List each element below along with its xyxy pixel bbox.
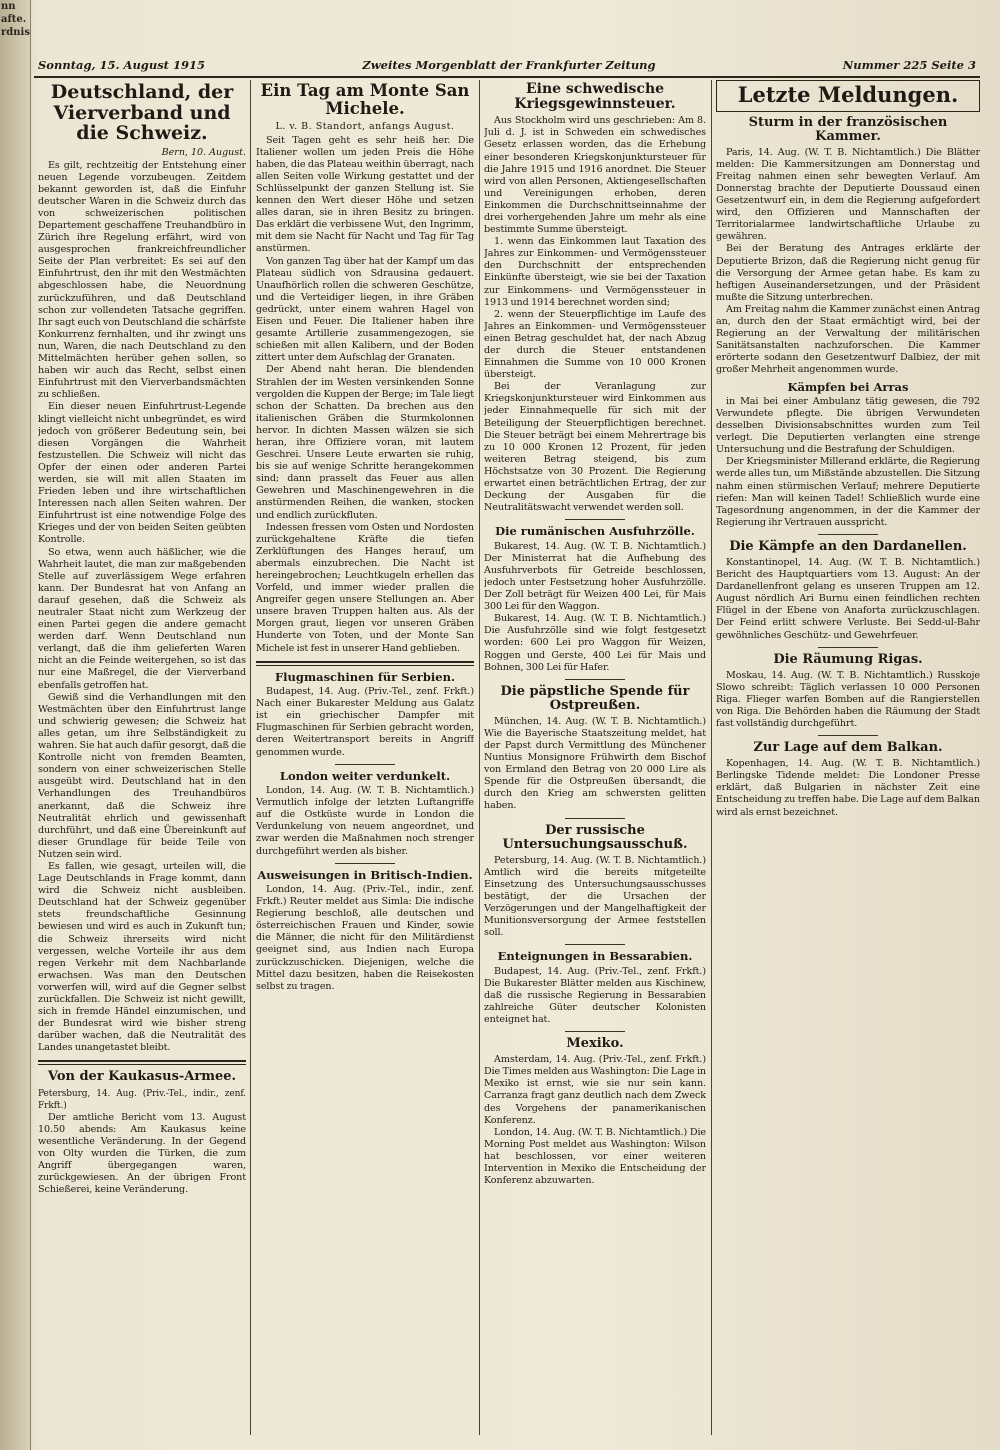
article-headline: Zur Lage auf dem Balkan. bbox=[753, 740, 943, 756]
column-rule bbox=[250, 80, 251, 1435]
paper-title: Zweites Morgenblatt der Frankfurter Zeitung bbox=[362, 58, 656, 72]
paragraph: Budapest, 14. Aug. (Priv.-Tel., zenf. Frkft.) Die Bukarester Blätter melden aus Kischinew, daß die russische Regierung in Bessarabien zahlreiche Güter deutscher Kolonisten enteignet hat. bbox=[484, 965, 706, 1026]
article-body bbox=[256, 884, 474, 993]
divider bbox=[565, 519, 625, 520]
divider bbox=[818, 735, 878, 736]
page-header bbox=[34, 58, 980, 78]
article-headline: Ein Tag am Monte San Michele. bbox=[260, 81, 470, 118]
paragraph: Der amtliche Bericht vom 13. August 10.50 abends: Am Kaukasus keine wesentliche Veränderung. In der Gegend von Olty wurden die Türken, die zum Angriff übergegangen waren, zurückgewiesen. An der übrigen Front Schießerei, keine Veränderung. bbox=[38, 1111, 246, 1196]
column-rule bbox=[711, 80, 712, 1435]
paragraph: Konstantinopel, 14. Aug. (W. T. B. Nichtamtlich.) Bericht des Hauptquartiers vom 13. August: An der Dardanellenfront gelang es unseren Truppen am 12. August nördlich Ari Burnu einen feindlichen rechten Flügel in der Ebene von Anaforta zurückzuschlagen. Der Feind erlitt schwere Verluste. Bei Sedd-ul-Bahr gewöhnliches Geschütz- und Gewehrfeuer. bbox=[716, 556, 980, 641]
article-headline: Enteignungen in Bessarabien. bbox=[497, 949, 693, 964]
article-body bbox=[484, 855, 706, 940]
article-headline: Die Kämpfe an den Dardanellen. bbox=[729, 538, 967, 554]
article-headline: Eine schwedische Kriegsgewinnsteuer. bbox=[514, 81, 676, 113]
page-number: Nummer 225 Seite 3 bbox=[842, 58, 976, 72]
divider bbox=[335, 863, 395, 864]
paragraph: Amsterdam, 14. Aug. (Priv.-Tel., zenf. Frkft.) Die Times melden aus Washington: Die Lage in Mexiko ist ernst, wie sie nur sein kann. Carranza fragt ganz deutlich nach dem Zweck des Vorgehens der panamerikanischen Konferenz. bbox=[484, 1054, 706, 1126]
article-headline: Ausweisungen in Britisch-Indien. bbox=[257, 867, 473, 882]
article-body bbox=[716, 396, 980, 529]
paragraph: Aus Stockholm wird uns geschrieben: Am 8. Juli d. J. ist in Schweden ein schwedisches Gesetz erlassen worden, das die Erhebung einer besonderen Kriegskonjunktursteuer für die Jahre 1915 und 1916 anordnet. Die Steuer wird von allen Personen, Aktiengesellschaften und Vereinigungen erhoben, deren Einkommen die Durchschnittseinnahme der drei vorhergehenden Jahre um mehr als eine bestimmte Summe übersteigt. bbox=[484, 115, 706, 236]
article-body bbox=[256, 135, 474, 655]
article-headline: Die Räumung Rigas. bbox=[773, 651, 923, 667]
paragraph: Gewiß sind die Verhandlungen mit den Westmächten über den Einfuhrtrust lange und schwierig gewesen; die Schweiz hat alles getan, um ihre Selbständigkeit zu wahren. Sie hat auch dafür gesorgt, daß die Kontrolle nicht von fremden Beamten, sondern von einer schweizerischen Stelle ausgeübt wird. Deutschland hat in den Verhandlungen des Treuhandbüros anerkannt, daß die Schweiz ihre Neutralität ehrlich und gewissenhaft durchführt, und daß eine Übereinkunft auf dieser Grundlage für beide Teile von Nutzen sein wird. bbox=[38, 691, 246, 860]
paragraph: Am Freitag nahm die Kammer zunächst einen Antrag an, durch den der Staat ermächtigt wird, bei der Regierung an der Verwaltung der militärischen Sanitätsanstalten nachzuforschen. Die Kammer erörterte sodann den Gesetzentwurf Dalbiez, der mit großer Mehrheit angenommen wurde. bbox=[716, 303, 980, 376]
article-body bbox=[716, 147, 980, 377]
article-body bbox=[484, 716, 706, 813]
article-headline: Deutschland, der Vierverband und die Schweiz. bbox=[50, 81, 234, 145]
paragraph: Bei der Beratung des Antrages erklärte der Deputierte Brizon, daß die Regierung nicht genug für die Versorgung der Armee getan habe. Es kam zu heftigen Auseinandersetzungen, und der Präsident mußte die Sitzung unterbrechen. bbox=[716, 243, 980, 303]
section-headline: Letzte Meldungen. bbox=[737, 82, 959, 107]
article-dateline: Bern, 10. August. bbox=[161, 146, 246, 158]
divider bbox=[565, 944, 625, 945]
divider bbox=[565, 818, 625, 819]
article-body bbox=[484, 966, 706, 1026]
article-dateline: Petersburg, 14. Aug. (Priv.-Tel., indir., zenf. Frkft.) bbox=[38, 1088, 246, 1111]
column-3 bbox=[484, 80, 706, 1440]
paragraph: Indessen fressen vom Osten und Nordosten zurückgehaltene Kräfte die tiefen Zerklüftungen des Hanges herauf, um abermals einzubrechen. Die Nacht ist hereingebrochen; Leuchtkugeln erhellen das Vorfeld, und immer wieder prallen die Angreifer gegen unsere Stellungen an. Aber unsere braven Truppen halten aus. Als der Morgen graut, liegen vor unseren Gräben Hunderte von Toten, und der Monte San Michele ist fest in unserer Hand geblieben. bbox=[256, 521, 474, 654]
paragraph: So etwa, wenn auch häßlicher, wie die Wahrheit lautet, die man zur maßgebenden Stelle auf zuverlässigem Wege erfahren kann. Der Bundesrat hat von Anfang an darauf gesehen, daß die Schweiz als neutraler Staat nicht zum Werkzeug der einen Partei gegen die andere gemacht werden darf. Wenn Deutschland nun verlangt, daß die ihm gelieferten Waren nicht an die Feinde weitergehen, so ist das nur eine Maßregel, die der Vierverband ebenfalls getroffen hat. bbox=[38, 546, 246, 691]
article-body bbox=[38, 160, 246, 1055]
article-headline: Die päpstliche Spende für Ostpreußen. bbox=[500, 683, 690, 713]
column-2 bbox=[256, 80, 474, 1440]
column-rule bbox=[479, 80, 480, 1435]
edge-text-fragment: afte. bbox=[1, 14, 27, 25]
paragraph: 2. wenn der Steuerpflichtige im Laufe des Jahres an Einkommen- und Vermögenssteuer einen Betrag geschuldet hat, der nach Abzug der durch die Steuer entstandenen Einnahmen die Summe von 10 000 Kronen übersteigt. bbox=[484, 308, 706, 381]
article-headline: Mexiko. bbox=[566, 1036, 624, 1052]
paragraph: Bukarest, 14. Aug. (W. T. B. Nichtamtlich.) Der Ministerrat hat die Aufhebung des Ausfuhrverbots für Getreide beschlossen, jedoch unter Festsetzung hoher Ausfuhrzölle. Der Zoll beträgt für Weizen 400 Lei, für Mais 300 Lei für den Waggon. bbox=[484, 540, 706, 613]
divider bbox=[565, 1031, 625, 1032]
paragraph: Der Kriegsminister Millerand erklärte, die Regierung werde alles tun, um Mißstände abzustellen. Die Sitzung nahm einen stürmischen Verlauf; mehrere Deputierte riefen: Man will keinen Tadel! Schließlich wurde eine Tagesordnung angenommen, in der die Kammer der Regierung ihr Vertrauen ausspricht. bbox=[716, 456, 980, 528]
paragraph: Seit Tagen geht es sehr heiß her. Die Italiener wollen um jeden Preis die Höhe haben, die das Plateau weithin überragt, nach allen Seiten volle Wirkung gestattet und der Schlüsselpunkt der ganzen Stellung ist. Sie kennen den Wert dieser Höhe und setzen alles daran, sie in ihren Besitz zu bringen. Das erklärt die verbissene Wut, den Ingrimm, mit dem sie Nacht für Nacht und Tag für Tag anstürmen. bbox=[256, 134, 474, 255]
article-headline: London weiter verdunkelt. bbox=[279, 768, 451, 783]
previous-page-edge bbox=[0, 0, 31, 1450]
paragraph: Budapest, 14. Aug. (Priv.-Tel., zenf. Frkft.) Nach einer Bukarester Meldung aus Galatz ist ein griechischer Dampfer mit Flugmaschinen für Serbien gebracht worden, deren Weitertransport bereits in Angriff genommen wurde. bbox=[256, 686, 474, 758]
paragraph: Petersburg, 14. Aug. (W. T. B. Nichtamtlich.) Amtlich wird die bereits mitgeteilte Einsetzung des Untersuchungsausschusses bestätigt, der die Ursachen der Verzögerungen und der Mangelhaftigkeit der Munitionsversorgung der Armee feststellen soll. bbox=[484, 854, 706, 939]
issue-date: Sonntag, 15. August 1915 bbox=[38, 58, 206, 72]
article-headline: Die rumänischen Ausfuhrzölle. bbox=[495, 524, 695, 539]
column-1 bbox=[38, 80, 246, 1440]
paragraph: 1. wenn das Einkommen laut Taxation des Jahres zur Einkommen- und Vermögenssteuer den Durchschnitt der entsprechenden Einkünfte übersteigt, wie sie bei der Taxation zur Einkommens- und Vermögenssteuer in 1913 und 1914 berechnet worden sind; bbox=[484, 236, 706, 308]
article-headline: Von der Kaukasus-Armee. bbox=[47, 1069, 237, 1085]
edge-text-fragment: rdnis bbox=[1, 27, 30, 38]
article-body bbox=[716, 557, 980, 642]
paragraph: Es gilt, rechtzeitig der Entstehung einer neuen Legende vorzubeugen. Zeitdem bekannt geworden ist, daß die Einfuhr deutscher Waren in die Schweiz durch das von schweizerischen politischen Departement geschaffene Treuhandbüro in Zürich ihre Regelung erfährt, wird von ausgesprochen frankreichfreundlicher Seite der Plan verbreitet: Es sei auf den Einfuhrtrust, den ihr mit den Westmächten abgeschlossen habe, die Neuordnung zurückzuführen, und daß Deutschland schon zur vollendeten Tatsache gegriffen. Ihr sagt euch von Deutschland die schärfste Konkurrenz fernhalten, und ihr zwingt uns nun, Waren, die nach Deutschland zu den Mittelmächten herüber gehen sollen, so haben wir auch das Recht, selbst einen Einfuhrtrust mit den Vierverbandsmächten zu schließen. bbox=[38, 159, 246, 401]
article-headline: Kämpfen bei Arras bbox=[787, 379, 909, 394]
article-body bbox=[484, 115, 706, 514]
column-4 bbox=[716, 80, 980, 1440]
edge-text-fragment: nn bbox=[1, 1, 16, 12]
paragraph: Der Abend naht heran. Die blendenden Strahlen der im Westen versinkenden Sonne vergolden die Kuppen der Berge; im Tale liegt schon der Schatten. Da brechen aus den italienischen Gräben die Sturmkolonnen hervor. In dichten Massen wälzen sie sich heran, ihre Offiziere voran, mit lautem Geschrei. Unsere Leute erwarten sie ruhig, bis sie auf wenige Schritte herangekommen sind; dann prasselt das Feuer aus allen Gewehren und Maschinengewehren in die anstürmenden Reihen, die wanken, stocken und endlich zurückfluten. bbox=[256, 364, 474, 521]
article-headline: Der russische Untersuchungsausschuß. bbox=[502, 822, 688, 852]
paragraph: München, 14. Aug. (W. T. B. Nichtamtlich.) Wie die Bayerische Staatszeitung meldet, hat der Papst durch Vermittlung des Münchener Nuntius Monsignore Frühwirth dem Bischof von Ermland den Betrag von 20 000 Lire als Spende für die Ostpreußen übersandt, die durch den Krieg am schwersten gelitten haben. bbox=[484, 715, 706, 812]
article-body bbox=[716, 670, 980, 730]
paragraph: Paris, 14. Aug. (W. T. B. Nichtamtlich.) Die Blätter melden: Die Kammersitzungen am Donnerstag und Freitag nahmen einen sehr bewegten Verlauf. Am Donnerstag brachte der Deputierte Doussaud einen Gesetzentwurf ein, in dem die Regierung aufgefordert wird, den Offizieren und Mannschaften der Territorialarmee landwirtschaftliche Urlaube zu gewähren. bbox=[716, 146, 980, 243]
section-header-box bbox=[716, 80, 980, 112]
paragraph: in Mai bei einer Ambulanz tätig gewesen, die 792 Verwundete pflegte. Die übrigen Verwundeten desselben Divisionsabschnittes wurden zum Teil verlegt. Die Deputierten verlangten eine strenge Untersuchung und die Bestrafung der Schuldigen. bbox=[716, 395, 980, 456]
paragraph: Bei der Veranlagung zur Kriegskonjunktursteuer wird Einkommen aus jeder Einnahmequelle für sich mit der Beteiligung der Steuerpflichtigen berechnet. Die Steuer beträgt bei einem Mehrertrage bis zu 10 000 Kronen 12 Prozent, für jeden weiteren Betrag steigend, bis zum Höchstsatze von 30 Prozent. Die Regierung erwartet einen beträchtlichen Ertrag, der zur Deckung der Ausgaben für die Neutralitätswacht verwendet werden soll. bbox=[484, 381, 706, 514]
divider bbox=[818, 647, 878, 648]
section-divider bbox=[256, 661, 474, 666]
article-body bbox=[484, 541, 706, 674]
paragraph: Kopenhagen, 14. Aug. (W. T. B. Nichtamtlich.) Berlingske Tidende meldet: Die Londoner Presse erklärt, daß Bulgarien in nächster Zeit eine Entscheidung zu treffen habe. Die Lage auf dem Balkan wird als ernst bezeichnet. bbox=[716, 758, 980, 818]
paragraph: Von ganzen Tag über hat der Kampf um das Plateau südlich von Sdrausina gedauert. Unaufhörlich rollen die schweren Geschütze, und die Verteidiger liegen, in ihre Gräben gedrückt, unter einem wahren Hagel von Eisen und Feuer. Die Italiener haben ihre gesamte Artillerie zusammengezogen, sie schießen mit allen Kalibern, und der Boden zittert unter dem Aufschlag der Granaten. bbox=[256, 255, 474, 364]
section-divider bbox=[38, 1060, 246, 1065]
article-headline: Flugmaschinen für Serbien. bbox=[275, 669, 455, 684]
paragraph: Moskau, 14. Aug. (W. T. B. Nichtamtlich.) Russkoje Slowo schreibt: Täglich verlassen 10 000 Personen Riga. Flieger warfen Bomben auf die Rangierstellen von Riga. Die Behörden haben die Räumung der Stadt fast vollständig durchgeführt. bbox=[716, 669, 980, 730]
article-body bbox=[38, 1112, 246, 1197]
article-body bbox=[716, 758, 980, 818]
paragraph: London, 14. Aug. (W. T. B. Nichtamtlich.) Vermutlich infolge der letzten Luftangriffe auf die Ostküste wurde in London die Verdunkelung von neuem angeordnet, und zwar werden die Maßnahmen noch strenger durchgeführt werden als bisher. bbox=[256, 785, 474, 857]
article-headline: Sturm in der französischen Kammer. bbox=[748, 114, 948, 144]
divider bbox=[565, 679, 625, 680]
paragraph: Bukarest, 14. Aug. (W. T. B. Nichtamtlich.) Die Ausfuhrzölle sind wie folgt festgesetzt worden: 600 Lei pro Waggon für Weizen, Roggen und Gerste, 400 Lei für Mais und Bohnen, 300 Lei für Hafer. bbox=[484, 613, 706, 673]
divider bbox=[335, 764, 395, 765]
paragraph: London, 14. Aug. (Priv.-Tel., indir., zenf. Frkft.) Reuter meldet aus Simla: Die indische Regierung beschloß, alle deutschen und österreichischen Frauen und Kinder, sowie die Männer, die nicht für den Militärdienst geeignet sind, aus Indien nach Europa zurückzuschicken. Diejenigen, welche die Mittel dazu besitzen, haben die Reisekosten selbst zu tragen. bbox=[256, 884, 474, 992]
article-body bbox=[256, 686, 474, 759]
article-byline: L. v. B. Standort, anfangs August. bbox=[275, 120, 455, 132]
divider bbox=[818, 534, 878, 535]
paragraph: Es fallen, wie gesagt, urteilen will, die Lage Deutschlands in Frage kommt, dann wird die Schweiz nicht ausbleiben. Deutschland hat der Schweiz gegenüber stets freundschaftliche Gesinnung bewiesen und wird es auch in Zukunft tun; die Schweiz ihrerseits wird nicht vergessen, welche Vorteile ihr aus dem regen Verkehr mit dem Nachbarlande erwachsen. Was man den Deutschen vorwerfen will, wird auf die Gegner selbst zurückfallen. Die Schweiz ist nicht gewillt, sich in fremde Händel einzumischen, und der Bundesrat wird wie bisher streng darüber wachen, daß die Neutralität des Landes unangetastet bleibt. bbox=[38, 860, 246, 1054]
paragraph: Ein dieser neuen Einfuhrtrust-Legende klingt vielleicht nicht unbegründet, es wird jedoch von größerer Bedeutung sein, bei diesen Vorgängen die Wahrheit festzustellen. Die Schweiz will nicht das Opfer der einen oder anderen Partei werden, sie will mit allen Staaten im Frieden leben und ihre wirtschaftlichen Interessen nach allen Seiten wahren. Der Einfuhrtrust ist eine notwendige Folge des Krieges und der von beiden Seiten geübten Kontrolle. bbox=[38, 401, 246, 546]
article-body bbox=[484, 1054, 706, 1187]
paragraph: London, 14. Aug. (W. T. B. Nichtamtlich.) Die Morning Post meldet aus Washington: Wilson hat beschlossen, vor einer weiteren Intervention in Mexiko die Entscheidung der Konferenz abzuwarten. bbox=[484, 1126, 706, 1187]
article-body bbox=[256, 785, 474, 858]
